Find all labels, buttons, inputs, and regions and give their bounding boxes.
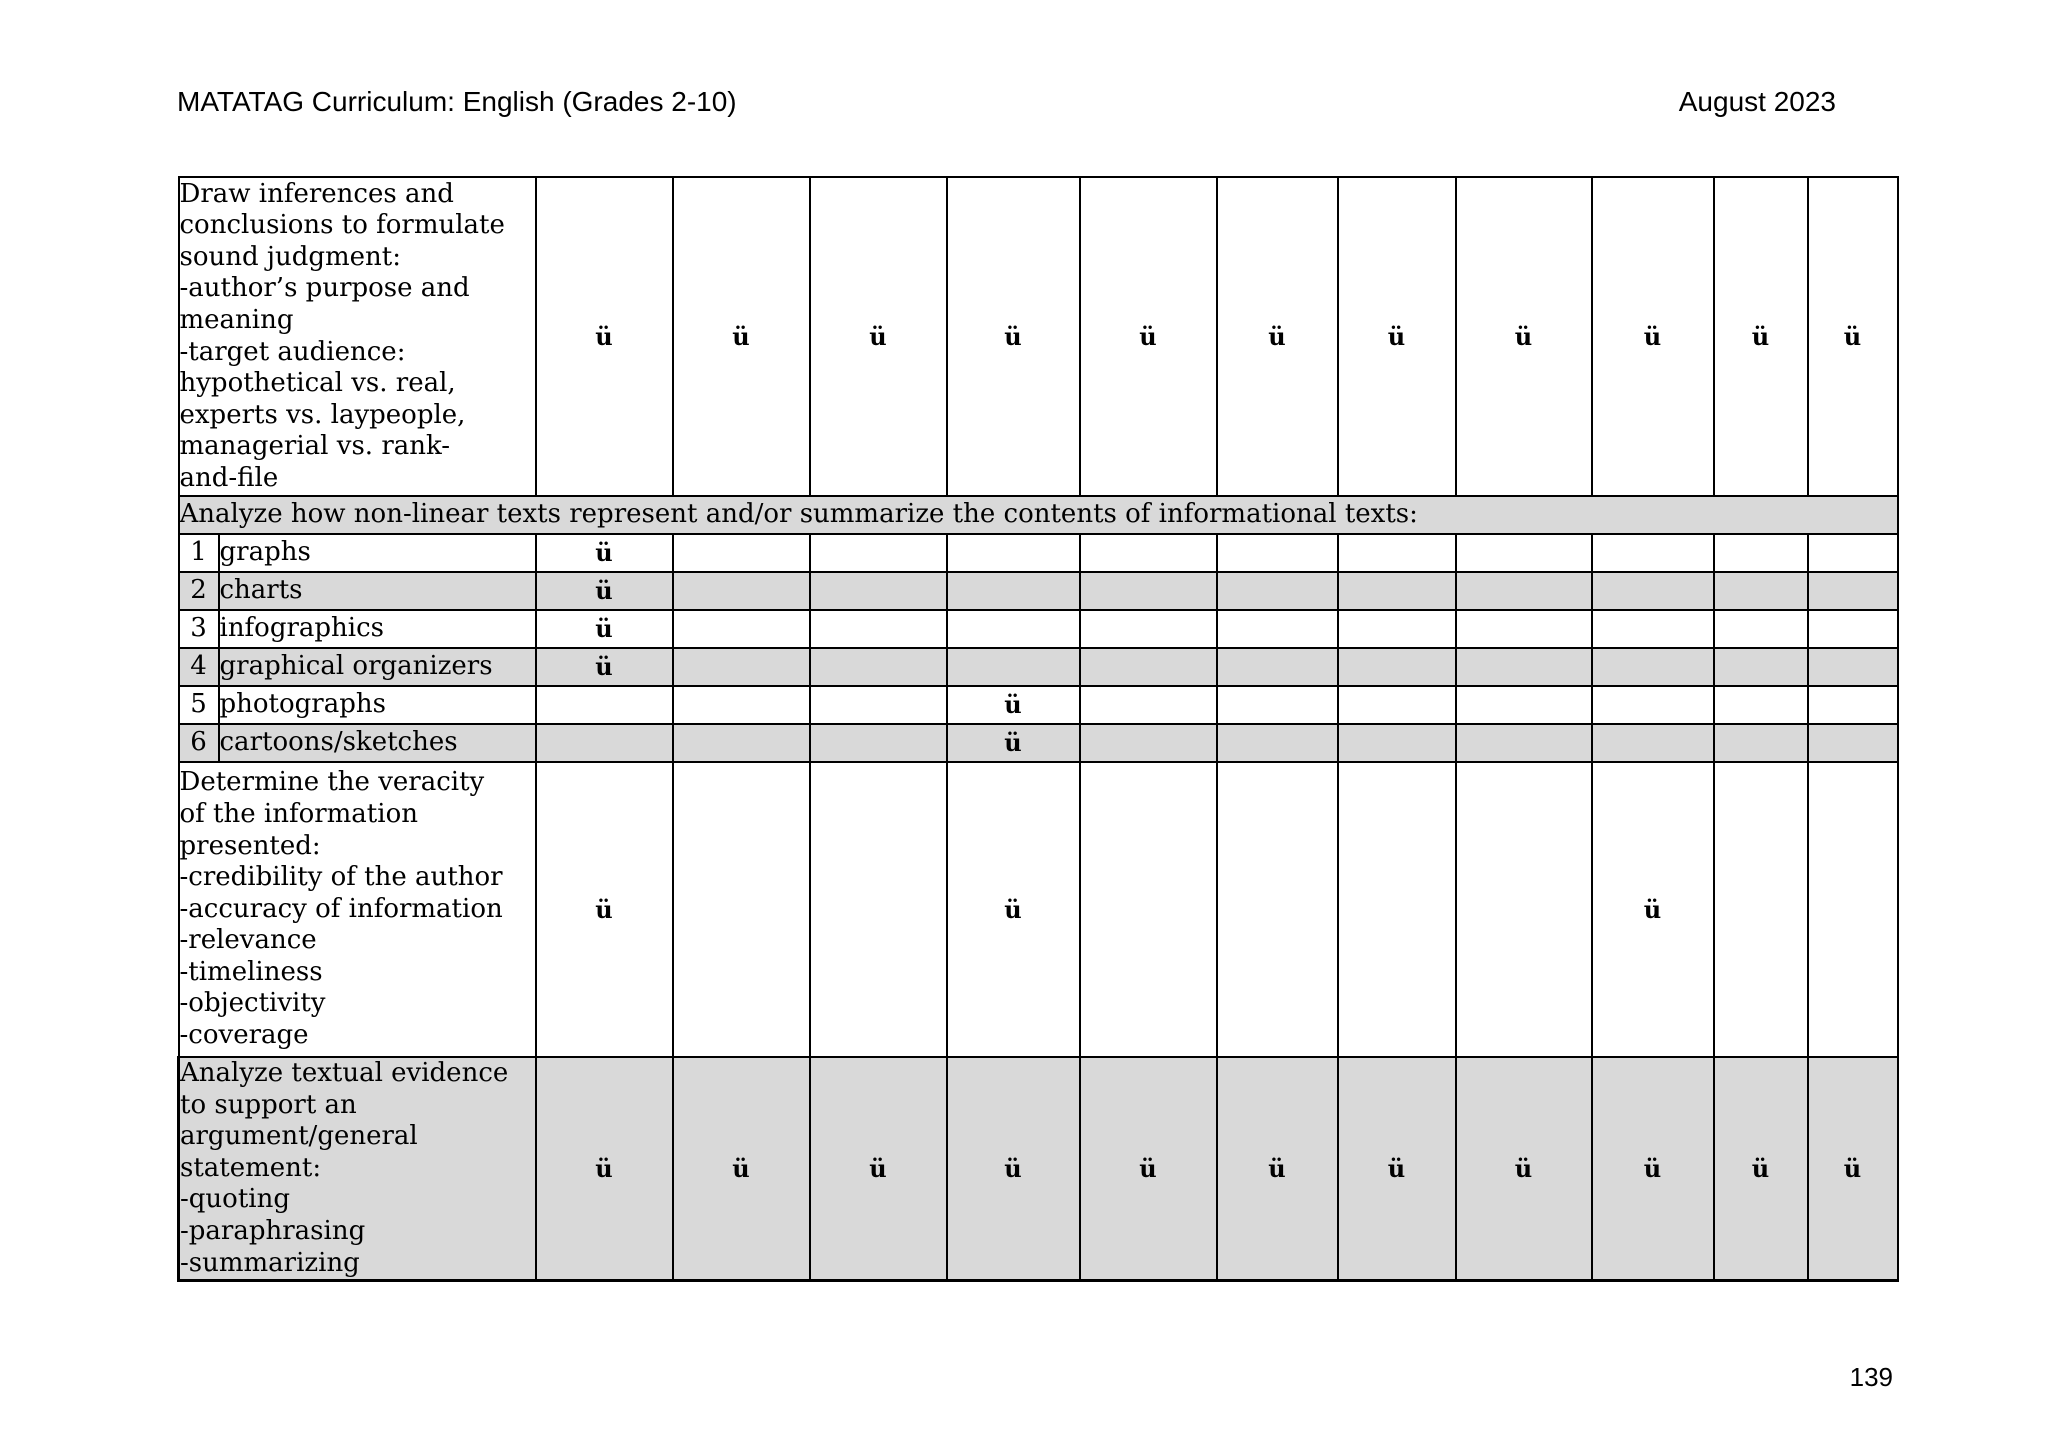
empty-cell — [810, 572, 947, 610]
document-header-title: MATATAG Curriculum: English (Grades 2-10) — [177, 86, 737, 117]
competency-label: Analyze textual evidence to support an argument/general statement: -quoting -paraphrasing -summarizing — [179, 1057, 536, 1281]
empty-cell — [1808, 686, 1898, 724]
empty-cell — [947, 610, 1080, 648]
empty-cell — [1456, 724, 1592, 762]
item-label: cartoons/sketches — [219, 724, 536, 762]
empty-cell — [1714, 572, 1808, 610]
empty-cell — [1714, 610, 1808, 648]
empty-cell — [1456, 534, 1592, 572]
check-mark-cell: ü — [1592, 177, 1714, 496]
item-label: graphical organizers — [219, 648, 536, 686]
empty-cell — [1338, 572, 1456, 610]
empty-cell — [1714, 762, 1808, 1057]
check-mark-cell: ü — [947, 1057, 1080, 1281]
empty-cell — [1080, 534, 1217, 572]
competency-label: Draw inferences and conclusions to formulate sound judgment: -author’s purpose and meaning -target audience: hypothetical vs. real, experts vs. laypeople, managerial vs. rank- and-file — [179, 177, 536, 496]
check-mark-cell: ü — [1592, 1057, 1714, 1281]
empty-cell — [673, 762, 810, 1057]
check-mark-cell: ü — [536, 534, 673, 572]
table-row — [179, 496, 1898, 534]
check-mark-cell: ü — [536, 1057, 673, 1281]
check-mark-cell: ü — [536, 610, 673, 648]
empty-cell — [1592, 648, 1714, 686]
table-row — [179, 724, 1898, 762]
empty-cell — [1456, 610, 1592, 648]
check-mark-cell: ü — [947, 177, 1080, 496]
empty-cell — [947, 648, 1080, 686]
empty-cell — [1080, 572, 1217, 610]
check-mark-cell: ü — [947, 686, 1080, 724]
empty-cell — [1808, 572, 1898, 610]
check-mark-cell: ü — [673, 177, 810, 496]
item-number: 6 — [179, 724, 219, 762]
empty-cell — [1338, 724, 1456, 762]
empty-cell — [1217, 572, 1338, 610]
empty-cell — [810, 686, 947, 724]
empty-cell — [1338, 762, 1456, 1057]
empty-cell — [1592, 534, 1714, 572]
check-mark-cell: ü — [1456, 177, 1592, 496]
item-label: charts — [219, 572, 536, 610]
item-number: 1 — [179, 534, 219, 572]
item-number: 5 — [179, 686, 219, 724]
empty-cell — [1592, 572, 1714, 610]
empty-cell — [1080, 724, 1217, 762]
empty-cell — [673, 724, 810, 762]
empty-cell — [810, 534, 947, 572]
empty-cell — [536, 686, 673, 724]
empty-cell — [1714, 648, 1808, 686]
empty-cell — [1338, 610, 1456, 648]
check-mark-cell: ü — [1338, 1057, 1456, 1281]
empty-cell — [1714, 534, 1808, 572]
check-mark-cell: ü — [1080, 177, 1217, 496]
check-mark-cell: ü — [1808, 1057, 1898, 1281]
empty-cell — [1592, 610, 1714, 648]
empty-cell — [1808, 724, 1898, 762]
empty-cell — [673, 534, 810, 572]
item-number: 4 — [179, 648, 219, 686]
curriculum-table — [177, 176, 1899, 1282]
item-number: 3 — [179, 610, 219, 648]
empty-cell — [810, 762, 947, 1057]
empty-cell — [947, 572, 1080, 610]
empty-cell — [1592, 686, 1714, 724]
check-mark-cell: ü — [810, 1057, 947, 1281]
empty-cell — [1714, 686, 1808, 724]
check-mark-cell: ü — [947, 762, 1080, 1057]
empty-cell — [1080, 648, 1217, 686]
empty-cell — [1080, 610, 1217, 648]
empty-cell — [1338, 648, 1456, 686]
empty-cell — [1456, 686, 1592, 724]
table-row — [179, 534, 1898, 572]
table-row — [179, 1057, 1898, 1281]
empty-cell — [1338, 534, 1456, 572]
empty-cell — [1808, 610, 1898, 648]
table-row — [179, 610, 1898, 648]
empty-cell — [673, 610, 810, 648]
empty-cell — [1456, 648, 1592, 686]
check-mark-cell: ü — [536, 572, 673, 610]
empty-cell — [810, 724, 947, 762]
empty-cell — [1456, 762, 1592, 1057]
check-mark-cell: ü — [536, 177, 673, 496]
empty-cell — [1217, 686, 1338, 724]
empty-cell — [947, 534, 1080, 572]
empty-cell — [673, 572, 810, 610]
check-mark-cell: ü — [1714, 177, 1808, 496]
check-mark-cell: ü — [1808, 177, 1898, 496]
item-label: infographics — [219, 610, 536, 648]
check-mark-cell: ü — [1217, 177, 1338, 496]
empty-cell — [1714, 724, 1808, 762]
empty-cell — [1080, 686, 1217, 724]
table-row — [179, 648, 1898, 686]
document-header-date: August 2023 — [1678, 86, 1836, 117]
check-mark-cell: ü — [1592, 762, 1714, 1057]
empty-cell — [810, 648, 947, 686]
empty-cell — [1592, 724, 1714, 762]
table-row — [179, 177, 1898, 496]
check-mark-cell: ü — [673, 1057, 810, 1281]
check-mark-cell: ü — [536, 648, 673, 686]
item-label: photographs — [219, 686, 536, 724]
empty-cell — [810, 610, 947, 648]
empty-cell — [1217, 762, 1338, 1057]
check-mark-cell: ü — [1338, 177, 1456, 496]
check-mark-cell: ü — [1217, 1057, 1338, 1281]
empty-cell — [1217, 610, 1338, 648]
empty-cell — [1080, 762, 1217, 1057]
empty-cell — [1808, 762, 1898, 1057]
section-heading: Analyze how non-linear texts represent and/or summarize the contents of informational texts: — [179, 496, 1898, 534]
empty-cell — [1808, 534, 1898, 572]
check-mark-cell: ü — [810, 177, 947, 496]
empty-cell — [536, 724, 673, 762]
table-row — [179, 686, 1898, 724]
page-number: 139 — [1849, 1362, 1893, 1392]
check-mark-cell: ü — [1714, 1057, 1808, 1281]
check-mark-cell: ü — [1456, 1057, 1592, 1281]
table-row — [179, 762, 1898, 1057]
check-mark-cell: ü — [1080, 1057, 1217, 1281]
competency-label: Determine the veracity of the information presented: -credibility of the author -accuracy of information -relevance -timeliness -objectivity -coverage — [179, 762, 536, 1057]
empty-cell — [673, 648, 810, 686]
table-row — [179, 572, 1898, 610]
empty-cell — [1456, 572, 1592, 610]
empty-cell — [1217, 534, 1338, 572]
empty-cell — [1808, 648, 1898, 686]
item-number: 2 — [179, 572, 219, 610]
empty-cell — [673, 686, 810, 724]
empty-cell — [1217, 648, 1338, 686]
check-mark-cell: ü — [536, 762, 673, 1057]
empty-cell — [1217, 724, 1338, 762]
check-mark-cell: ü — [947, 724, 1080, 762]
item-label: graphs — [219, 534, 536, 572]
empty-cell — [1338, 686, 1456, 724]
